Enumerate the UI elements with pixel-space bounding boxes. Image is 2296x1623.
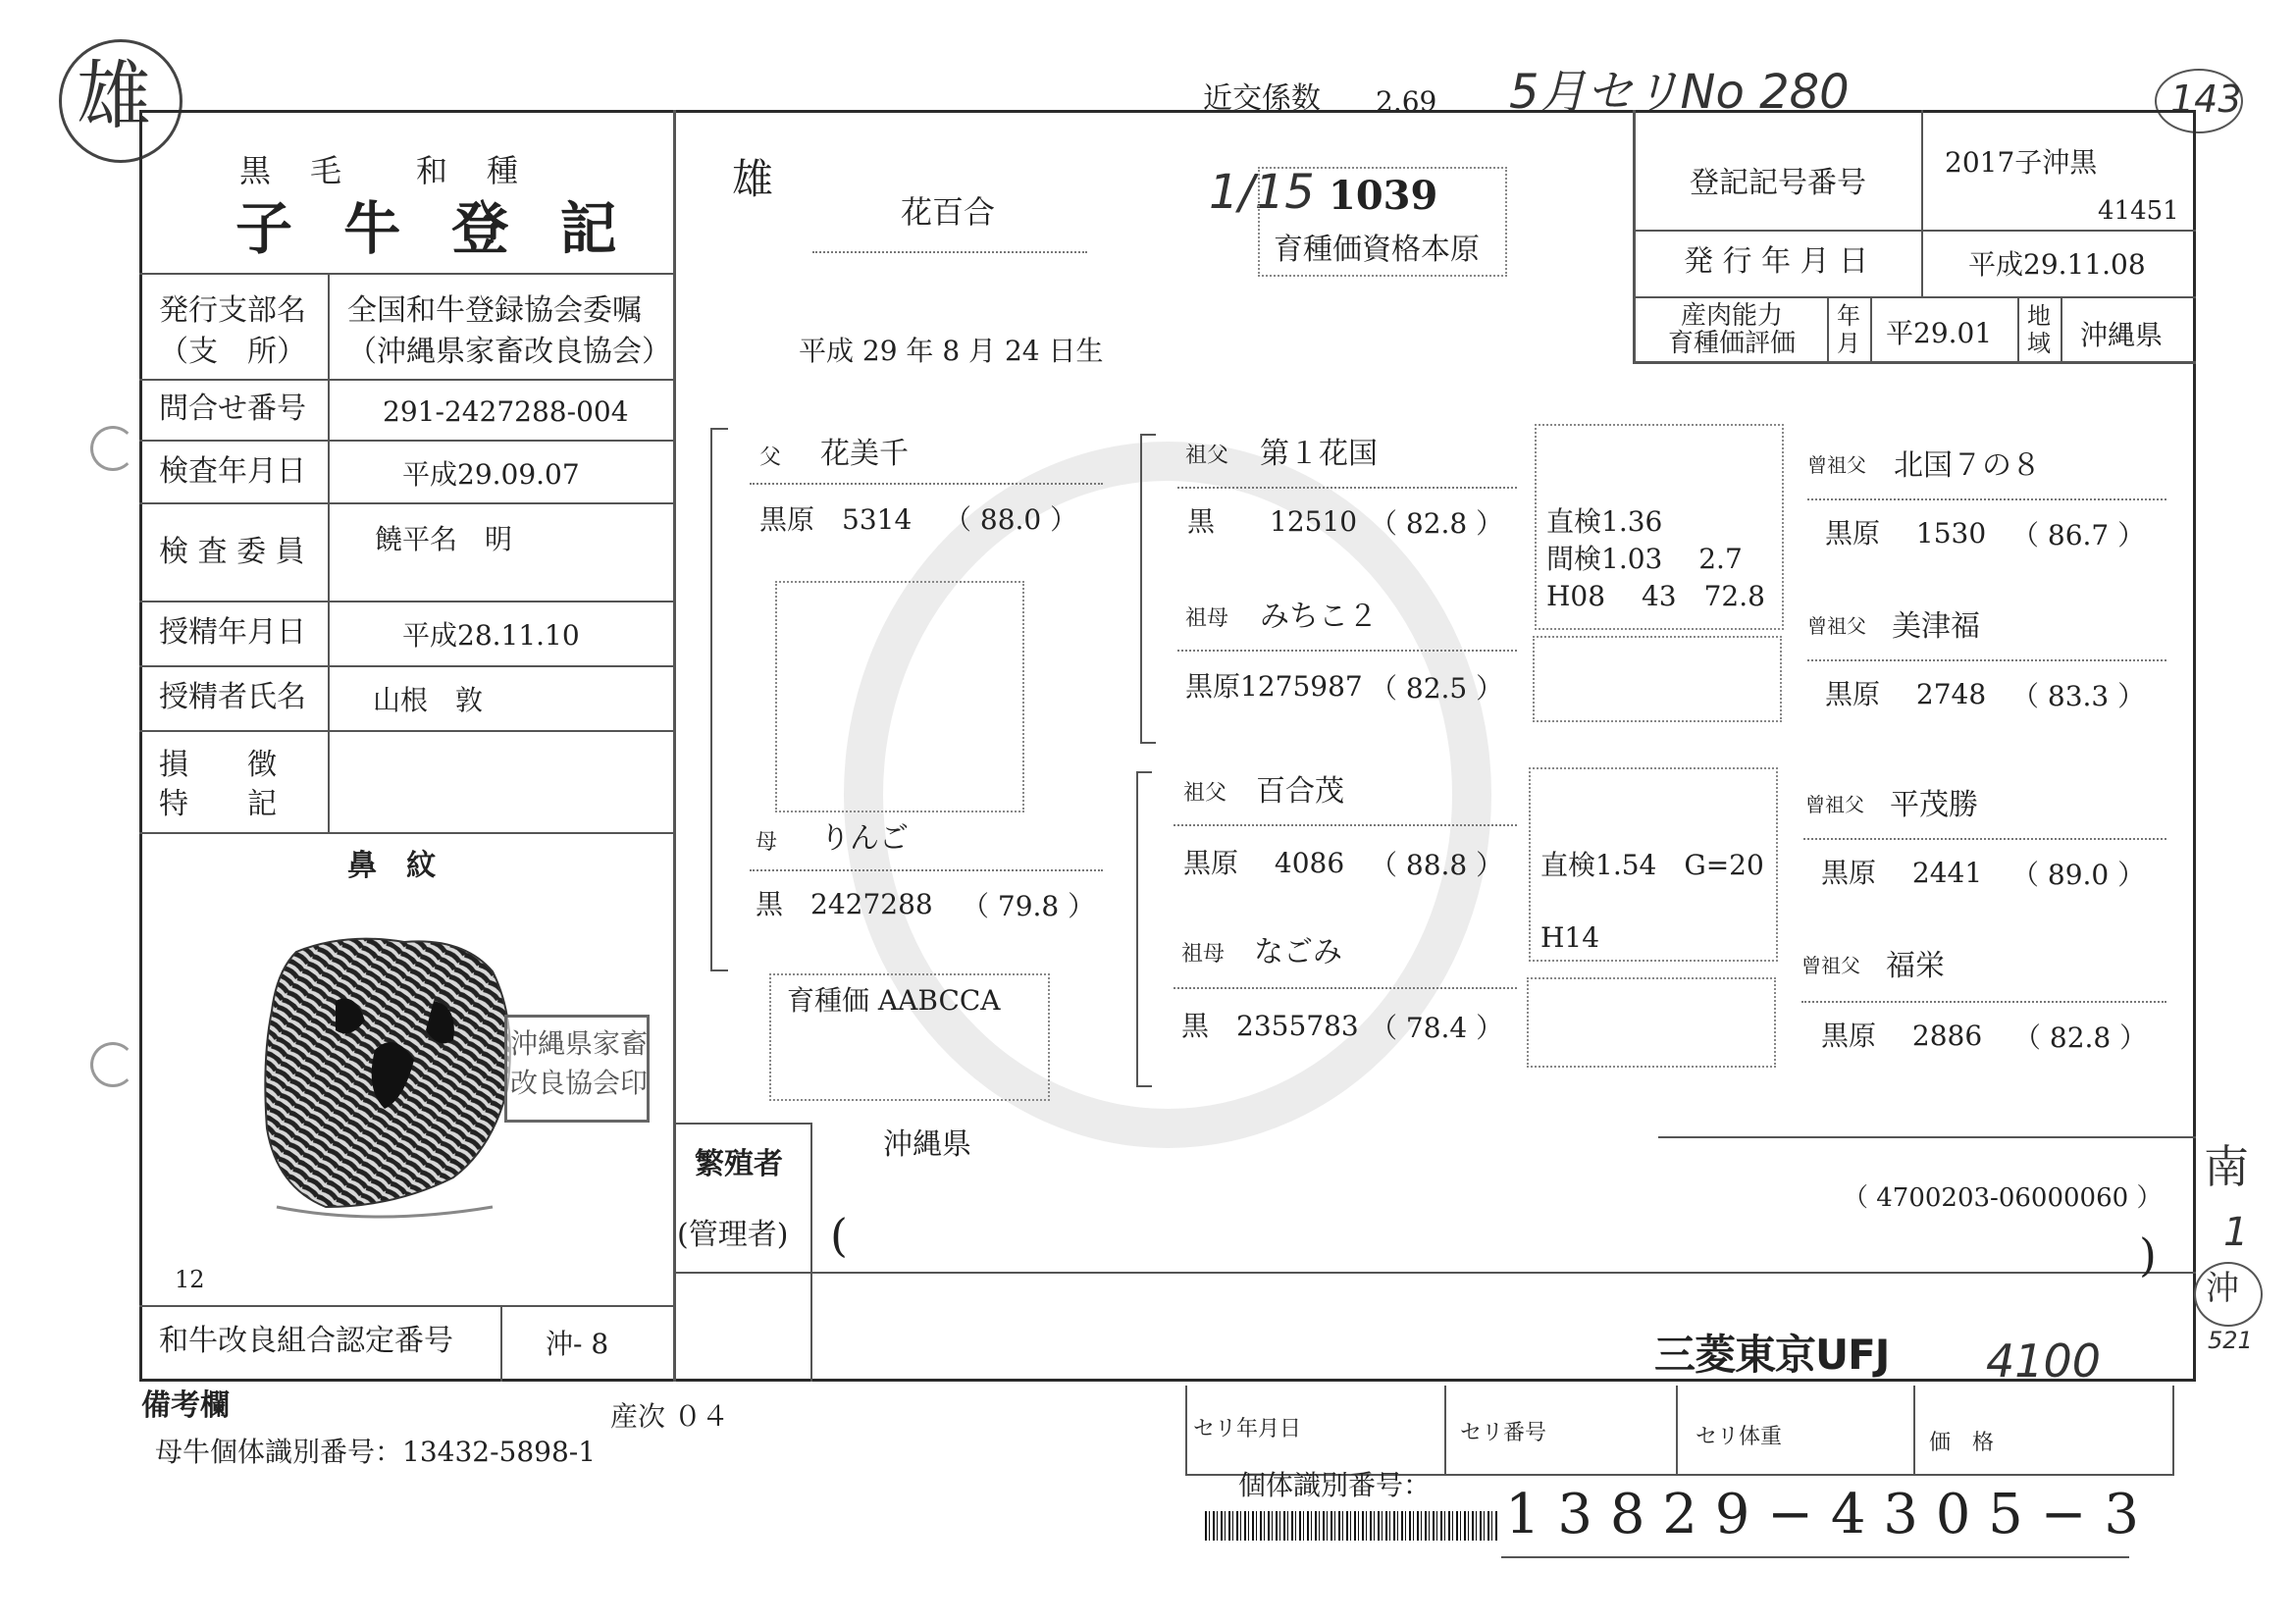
sire-bracket <box>710 969 728 971</box>
dam-underline <box>750 869 1103 871</box>
gd2-role: 祖母 <box>1181 942 1226 967</box>
evaluation-label: 産肉能力 育種価評価 <box>1668 301 1797 358</box>
parity: 産次 ０４ <box>610 1400 729 1433</box>
gp-bracket-1 <box>1140 742 1156 744</box>
label-divider <box>328 273 330 832</box>
row-line <box>139 273 673 275</box>
test-box <box>1533 636 1782 722</box>
gp-bracket-2 <box>1136 771 1138 1085</box>
ggs4-underline <box>1801 1001 2166 1003</box>
test-box <box>1527 977 1776 1068</box>
auction-divider <box>1444 1386 1446 1476</box>
ggs4-role: 曾祖父 <box>1801 954 1860 977</box>
sire-role: 父 <box>759 445 782 470</box>
auction-box <box>1185 1386 2174 1476</box>
row-line <box>139 1305 673 1307</box>
inspection-date-label: 検査年月日 <box>159 454 306 489</box>
test1-line-1: 直検1.36 <box>1546 505 1663 538</box>
binder-hole <box>90 426 135 471</box>
gp-bracket-2 <box>1136 771 1152 773</box>
row-line <box>139 440 673 442</box>
ggs3-reg: 黒原 2441 <box>1821 857 1983 889</box>
issue-date-value: 平成29.11.08 <box>1968 248 2146 281</box>
auction-date-label: セリ年月日 <box>1193 1417 1302 1441</box>
ggs2-score: （ 83.3 ） <box>2011 680 2146 712</box>
inquiry-number-value: 291-2427288-004 <box>383 395 629 428</box>
gp-bracket-1 <box>1140 434 1142 742</box>
sire-underline <box>750 483 1103 485</box>
ggs4-score: （ 82.8 ） <box>2013 1021 2148 1054</box>
price-note: 4100 <box>1986 1335 2102 1387</box>
row-line <box>139 730 673 732</box>
breeding-value: 育種価 AABCCA <box>787 984 1001 1017</box>
remarks-label: 備考欄 <box>141 1388 230 1423</box>
handwritten-lot-note: 5月セリNo 280 <box>1509 65 1850 120</box>
test2-line-1: 直検1.54 G=20 <box>1540 849 1764 881</box>
gd2-score: （ 78.4 ） <box>1370 1012 1504 1044</box>
barcode <box>1205 1511 1499 1541</box>
sire-name: 花美千 <box>820 437 909 471</box>
inquiry-number-label: 問合せ番号 <box>159 392 306 426</box>
breeder-code: （ 4700203-06000060 ） <box>1843 1183 2163 1213</box>
sire-bracket <box>710 428 712 971</box>
reg-row-line <box>1633 296 2196 298</box>
breed-title: 黒 毛 和 種 <box>239 152 523 189</box>
margin-note-1: 南 <box>2204 1140 2249 1193</box>
year-month-label: 年 月 <box>1837 302 1860 357</box>
breeder-label: 繁殖者 <box>695 1147 783 1181</box>
ggs2-underline <box>1807 659 2166 661</box>
issue-date-label: 発 行 年 月 日 <box>1684 244 1869 279</box>
ggs2-name: 美津福 <box>1892 609 1980 644</box>
gd1-underline <box>1177 650 1517 652</box>
gd1-score: （ 82.5 ） <box>1370 672 1504 705</box>
individual-id-label: 個体識別番号： <box>1238 1469 1432 1501</box>
calf-fraction: 1/15 <box>1209 165 1315 220</box>
name-underline <box>812 251 1087 253</box>
gs1-underline <box>1177 487 1517 489</box>
auction-price-label: 価 格 <box>1929 1431 1995 1455</box>
region-label: 地 域 <box>2027 302 2051 357</box>
gp-bracket-2 <box>1136 1085 1152 1087</box>
individual-id-value: 1 3 8 2 9 − 4 3 0 5 − 3 <box>1505 1483 2139 1546</box>
auction-divider <box>1913 1386 1915 1476</box>
breeder-divider <box>810 1123 812 1382</box>
dam-role: 母 <box>756 830 778 855</box>
ggs1-score: （ 86.7 ） <box>2011 519 2146 551</box>
inseminator-label: 授精者氏名 <box>159 680 306 714</box>
gd1-reg: 黒原1275987 <box>1185 670 1363 703</box>
inspection-date-value: 平成29.09.07 <box>402 458 580 491</box>
test1-line-3: H08 43 72.8 <box>1546 580 1765 612</box>
id-underline <box>1501 1556 2129 1558</box>
test2-line-2: H14 <box>1540 921 1600 954</box>
left-column-divider <box>673 110 676 1382</box>
issuer-branch-label: 発行支部名 （支 所） <box>159 293 306 369</box>
binder-hole <box>90 1042 135 1087</box>
manager-paren-close: ) <box>2139 1229 2157 1282</box>
sire-bracket <box>710 428 728 430</box>
gd1-role: 祖母 <box>1185 606 1229 631</box>
calf-name: 花百合 <box>901 193 996 231</box>
inspector-label: 検 査 委 員 <box>159 535 305 569</box>
calf-sex: 雄 <box>732 155 774 203</box>
reg-number-value-2: 41451 <box>2098 196 2179 226</box>
ggs2-role: 曾祖父 <box>1807 614 1866 638</box>
eval-divider <box>1870 296 1872 361</box>
row-line <box>139 502 673 504</box>
sire-reg: 黒原 5314 <box>759 503 913 536</box>
inseminator-value: 山根 敦 <box>373 684 484 716</box>
manager-paren-open: ( <box>830 1209 848 1262</box>
calf-serial: 1039 <box>1329 173 1438 219</box>
gs2-name: 百合茂 <box>1256 774 1344 809</box>
association-seal-text: 沖縄県家畜 改良協会印 <box>510 1027 649 1099</box>
dam-reg: 黒 2427288 <box>756 888 933 920</box>
gd2-underline <box>1174 987 1517 989</box>
issuer-branch-value: 全国和牛登録協会委嘱 （沖縄県家畜改良協会） <box>347 293 671 369</box>
auction-no-label: セリ番号 <box>1460 1421 1547 1445</box>
eval-divider <box>2061 296 2062 361</box>
ggs4-name: 福栄 <box>1886 949 1945 983</box>
eval-divider <box>2017 296 2019 361</box>
gd2-name: なごみ <box>1254 935 1342 969</box>
test1-line-2: 間検1.03 2.7 <box>1546 543 1743 575</box>
auction-divider <box>1676 1386 1678 1476</box>
nose-print-label: 鼻 紋 <box>347 849 436 883</box>
auction-weight-label: セリ体重 <box>1696 1425 1783 1449</box>
breeder-top-right-line <box>1658 1136 2196 1138</box>
qualification: 育種価資格本原 <box>1274 233 1480 267</box>
photo-box <box>775 581 1024 812</box>
eval-divider <box>1827 296 1829 361</box>
ggs3-underline <box>1803 838 2166 840</box>
ggs1-underline <box>1807 498 2166 500</box>
gs1-name: 第１花国 <box>1260 437 1378 471</box>
reg-col-divider <box>1921 110 1923 296</box>
reg-box-left <box>1633 110 1636 361</box>
inbreeding-value: 2.69 <box>1376 85 1437 118</box>
gp-bracket-1 <box>1140 434 1156 436</box>
gs1-reg: 黒 12510 <box>1187 505 1358 538</box>
breeder-top-line <box>673 1123 810 1125</box>
union-divider <box>500 1305 502 1382</box>
year-month-value: 平29.01 <box>1886 317 1993 349</box>
inspector-value: 饒平名 明 <box>375 523 513 555</box>
gs2-role: 祖父 <box>1183 781 1227 806</box>
gs1-score: （ 82.8 ） <box>1370 507 1504 540</box>
row-line <box>139 601 673 602</box>
margin-note-4: 521 <box>2208 1327 2253 1354</box>
gs1-role: 祖父 <box>1185 444 1229 468</box>
ggs1-role: 曾祖父 <box>1807 453 1866 477</box>
ggs1-reg: 黒原 1530 <box>1825 517 1987 550</box>
gs2-score: （ 88.8 ） <box>1370 849 1504 881</box>
reg-number-value-1: 2017子沖黒 <box>1945 146 2098 179</box>
dam-name: りんご <box>820 821 909 856</box>
ggs3-role: 曾祖父 <box>1805 793 1864 816</box>
ggs2-reg: 黒原 2748 <box>1825 678 1987 710</box>
union-number-value: 沖- 8 <box>546 1328 609 1360</box>
gd2-reg: 黒 2355783 <box>1181 1010 1359 1042</box>
manager-label: (管理者) <box>677 1218 789 1252</box>
bank-stamp: 三菱東京UFJ <box>1654 1331 1890 1379</box>
ggs3-score: （ 89.0 ） <box>2011 859 2146 891</box>
ggs4-reg: 黒原 2886 <box>1821 1020 1983 1052</box>
margin-note-2: 1 <box>2223 1210 2249 1255</box>
region-value: 沖縄県 <box>2080 319 2164 351</box>
margin-note-3: 沖 <box>2206 1269 2239 1308</box>
defects-label: 損 徴 特 記 <box>159 748 277 821</box>
nose-print-number: 12 <box>175 1266 205 1293</box>
nose-print-image <box>257 913 542 1236</box>
breeder-mid-line <box>673 1272 2196 1274</box>
sire-score: （ 88.0 ） <box>944 503 1078 536</box>
reg-number-label: 登記記号番号 <box>1690 166 1866 200</box>
dam-score: （ 79.8 ） <box>962 890 1096 922</box>
insemination-date-label: 授精年月日 <box>159 615 306 650</box>
ggs1-name: 北国７の８ <box>1894 448 2041 483</box>
birth-date: 平成 29 年 8 月 24 日生 <box>799 335 1104 367</box>
gs2-underline <box>1174 824 1517 826</box>
ggs3-name: 平茂勝 <box>1890 788 1978 822</box>
breeder-value: 沖縄県 <box>883 1127 971 1162</box>
dam-id: 母牛個体識別番号：13432-5898-1 <box>155 1436 597 1468</box>
reg-box-bottom <box>1633 361 2196 364</box>
gd1-name: みちこ２ <box>1260 600 1378 634</box>
insemination-date-value: 平成28.11.10 <box>402 619 580 652</box>
gs2-reg: 黒原 4086 <box>1183 847 1345 879</box>
reg-row-line <box>1633 230 2196 232</box>
page-title: 子 牛 登 記 <box>235 195 633 262</box>
page-number: 143 <box>2170 78 2242 121</box>
inbreeding-label: 近交係数 <box>1203 81 1321 116</box>
row-line <box>139 832 673 834</box>
union-number-label: 和牛改良組合認定番号 <box>159 1324 453 1358</box>
row-line <box>139 665 673 667</box>
row-line <box>139 379 673 381</box>
sex-stamp: 雄 <box>77 52 151 139</box>
